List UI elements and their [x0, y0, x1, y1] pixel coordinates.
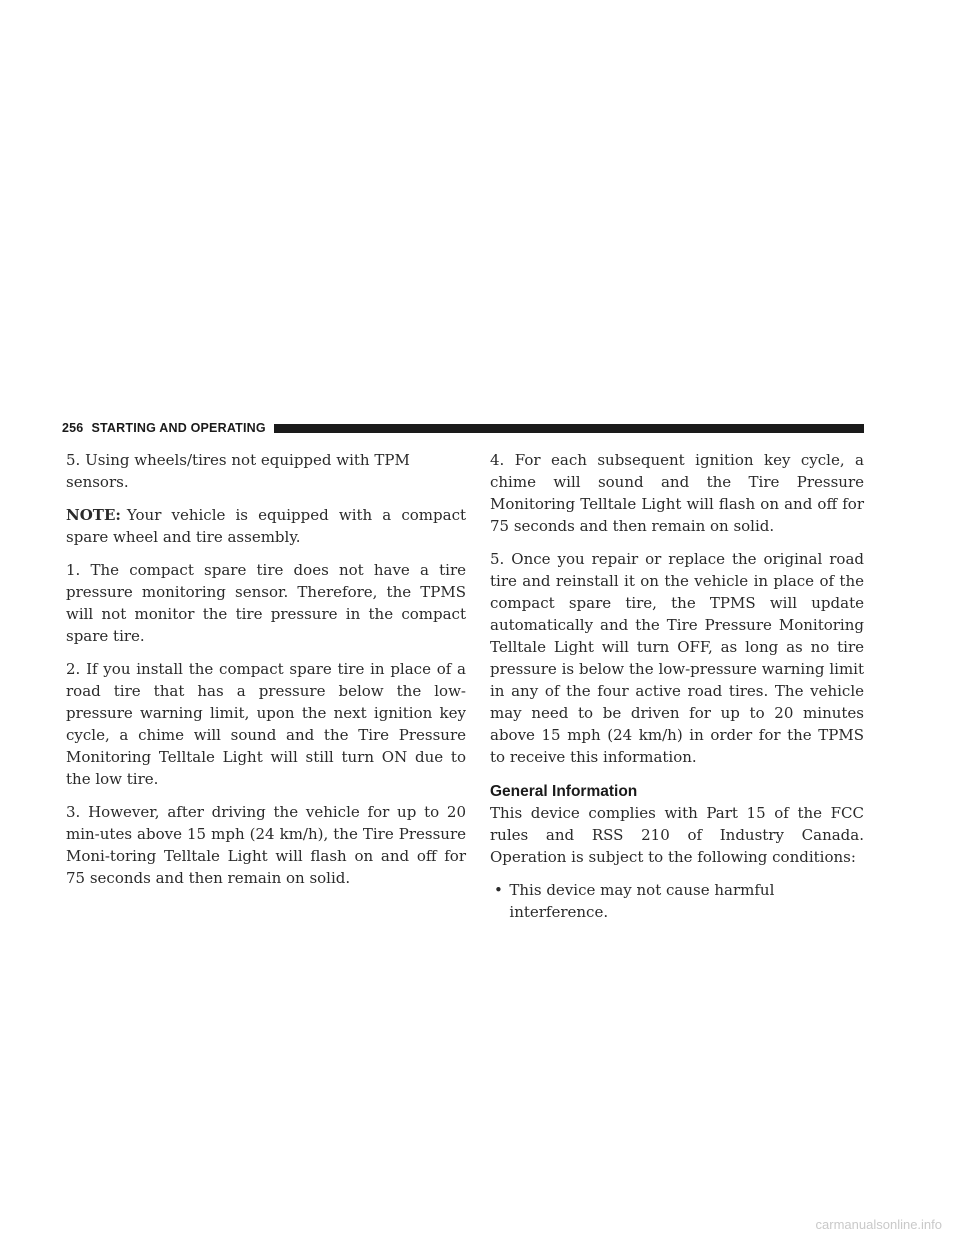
bullet-item — [490, 879, 864, 923]
paragraph-item-2: 2. If you install the compact spare tire in place of a road tire that has a pressure below the low-pressure warning limit, upon the next ignition key cycle, a chime will sound and the Tire Pressure Monitoring Telltale Light will still turn ON due to the low tire. — [66, 660, 466, 788]
paragraph-item-1: 1. The compact spare tire does not have a tire pressure monitoring sensor. Therefore, the TPMS will not monitor the tire pressure in the compact spare tire. — [66, 561, 466, 645]
general-info-paragraph: This device complies with Part 15 of the FCC rules and RSS 210 of Industry Canada. Operation is subject to the following conditions: — [490, 804, 864, 866]
note-label: NOTE: — [66, 506, 121, 524]
paragraph-item-4: 4. For each subsequent ignition key cycle, a chime will sound and the Tire Pressure Monitoring Telltale Light will flash on and off for 75 seconds and then remain on solid. — [490, 451, 864, 535]
section-heading: General Information — [490, 783, 638, 800]
bullet-icon: • — [494, 881, 503, 899]
watermark: carmanualsonline.info — [815, 1217, 942, 1232]
note-text: Your vehicle is equipped with a compact spare wheel and tire assembly. — [66, 506, 466, 546]
paragraph-item-5-right: 5. Once you repair or replace the original road tire and reinstall it on the vehicle in place of the compact spare tire, the TPMS will update automatically and the Tire Pressure Monitoring Telltale Light will turn OFF, as long as no tire pressure is below the low-pressure warning limit in any of the four active road tires. The vehicle may need to be driven for up to 20 minutes above 15 mph (24 km/h) in order for the TPMS to receive this information. — [490, 550, 864, 766]
right-column — [490, 449, 864, 934]
left-column — [66, 449, 466, 900]
paragraph-item-5: 5. Using wheels/tires not equipped with TPM sensors. — [66, 451, 410, 491]
bullet-text: This device may not cause harmful interference. — [509, 881, 775, 921]
page-number: 256 — [62, 421, 84, 435]
note-paragraph — [66, 504, 466, 548]
paragraph-item-3: 3. However, after driving the vehicle for up to 20 min-utes above 15 mph (24 km/h), the Tire Pressure Moni-toring Telltale Light will flash on and off for 75 seconds and then remain on solid. — [66, 803, 466, 887]
page-header — [62, 420, 864, 436]
section-title: STARTING AND OPERATING — [91, 421, 266, 435]
header-rule — [274, 424, 864, 433]
